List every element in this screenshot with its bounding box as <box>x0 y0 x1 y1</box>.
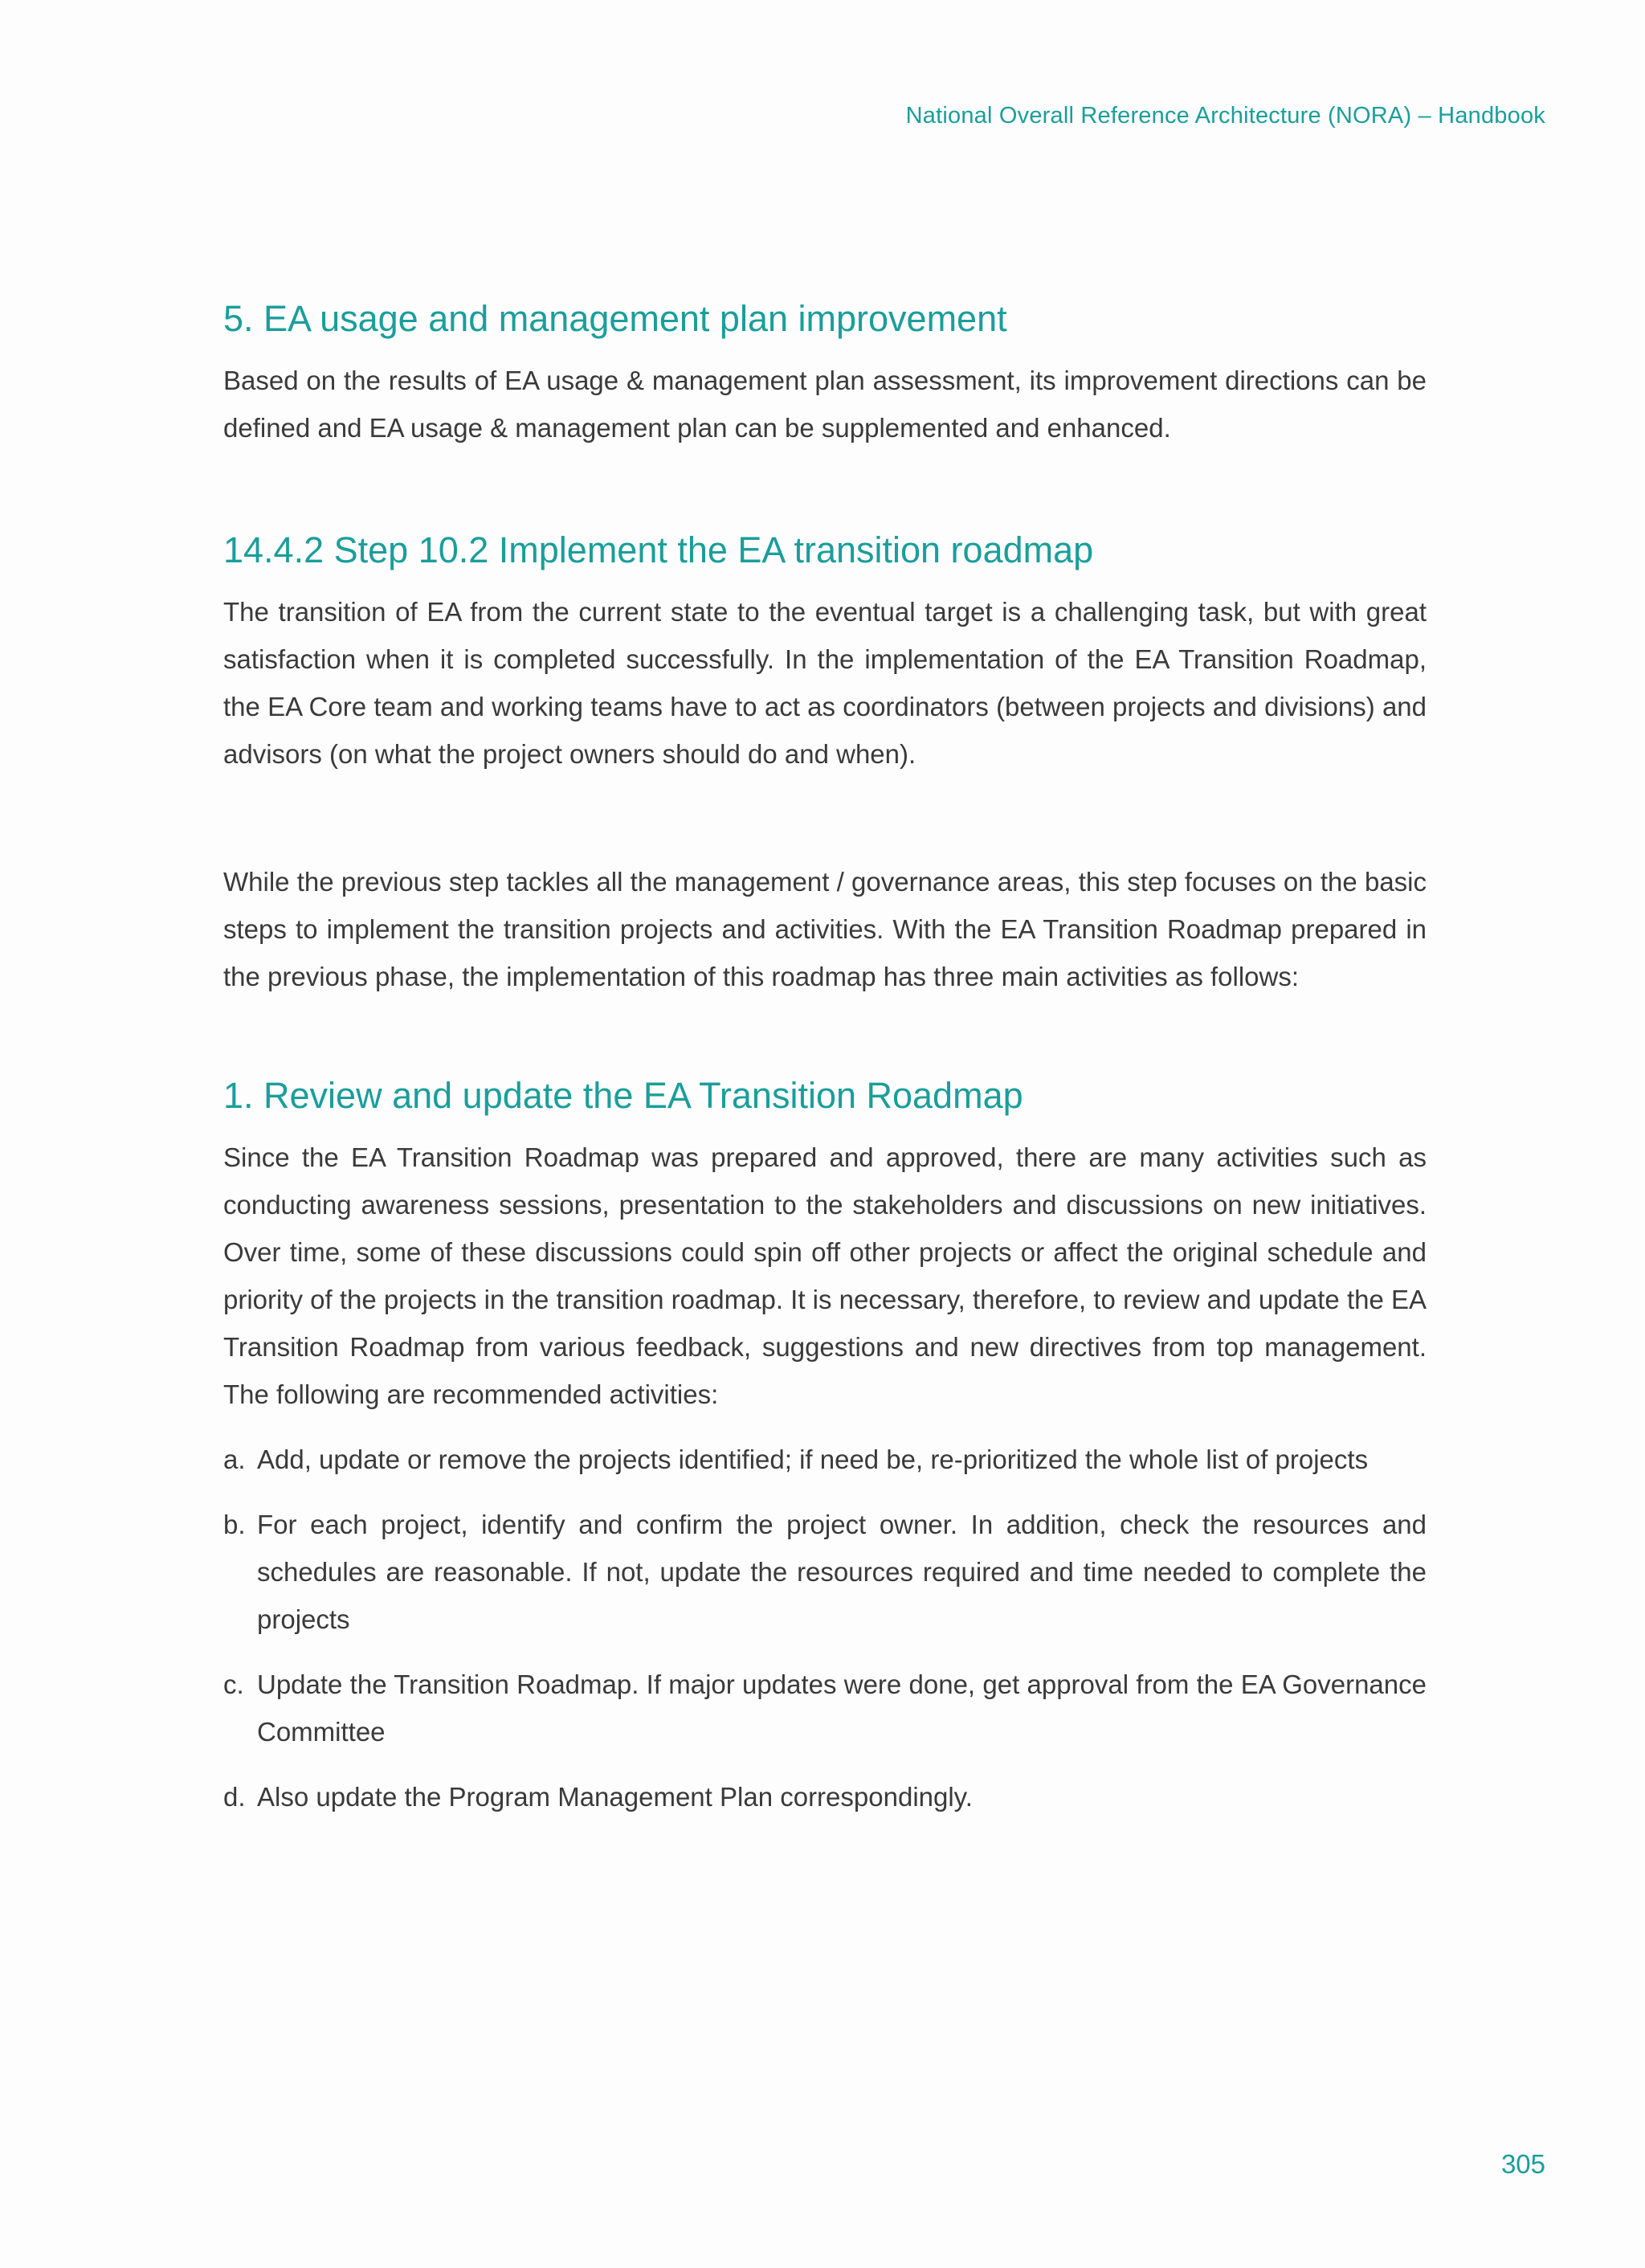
page-number: 305 <box>1500 2149 1545 2179</box>
list-item-text: Also update the Program Management Plan correspondingly. <box>257 1782 973 1812</box>
running-header: National Overall Reference Architecture (NORA) – Handbook <box>905 103 1545 129</box>
list-item <box>223 1773 1427 1821</box>
list-item-text: Add, update or remove the projects identified; if need be, re-prioritized the whole list of projects <box>257 1445 1369 1474</box>
section-heading-review: 1. Review and update the EA Transition Roadmap <box>223 1075 1023 1116</box>
list-marker: d. <box>223 1782 246 1812</box>
list-marker: a. <box>223 1445 246 1474</box>
list-item-text: Update the Transition Roadmap. If major updates were done, get approval from the EA Governance Committee <box>257 1669 1427 1747</box>
page-content <box>223 297 1427 1838</box>
list-marker: b. <box>223 1510 246 1539</box>
list-marker: c. <box>223 1669 244 1699</box>
section-heading-step-10-2: 14.4.2 Step 10.2 Implement the EA transition roadmap <box>223 529 1094 570</box>
paragraph-improvement: Based on the results of EA usage & management plan assessment, its improvement directions can be defined and EA usage & management plan can be supplemented and enhanced. <box>223 366 1427 443</box>
list-item <box>223 1501 1427 1643</box>
list-item <box>223 1436 1427 1483</box>
section-heading-improvement: 5. EA usage and management plan improvement <box>223 298 1007 339</box>
paragraph-transition-activities: While the previous step tackles all the management / governance areas, this step focuses on the basic steps to implement the transition projects and activities. With the EA Transition Roadmap prepared in the previous phase, the implementation of this roadmap has three main activities as follows: <box>223 867 1427 991</box>
paragraph-review: Since the EA Transition Roadmap was prepared and approved, there are many activities such as conducting awareness sessions, presentation to the stakeholders and discussions on new initiatives. Over time, some of these discussions could spin off other projects or affect the original schedule and priority of the projects in the transition roadmap. It is necessary, therefore, to review and update the EA Transition Roadmap from various feedback, suggestions and new directives from top management. The following are recommended activities: <box>223 1142 1427 1409</box>
recommended-activities-list <box>223 1436 1427 1821</box>
paragraph-transition-intro: The transition of EA from the current state to the eventual target is a challenging task, but with great satisfaction when it is completed successfully. In the implementation of the EA Transition Roadmap, the EA Core team and working teams have to act as coordinators (between projects and divisions) and advisors (on what the project owners should do and when). <box>223 597 1427 769</box>
list-item-text: For each project, identify and confirm the project owner. In addition, check the resources and schedules are reasonable. If not, update the resources required and time needed to complete the projects <box>257 1510 1427 1634</box>
list-item <box>223 1661 1427 1755</box>
